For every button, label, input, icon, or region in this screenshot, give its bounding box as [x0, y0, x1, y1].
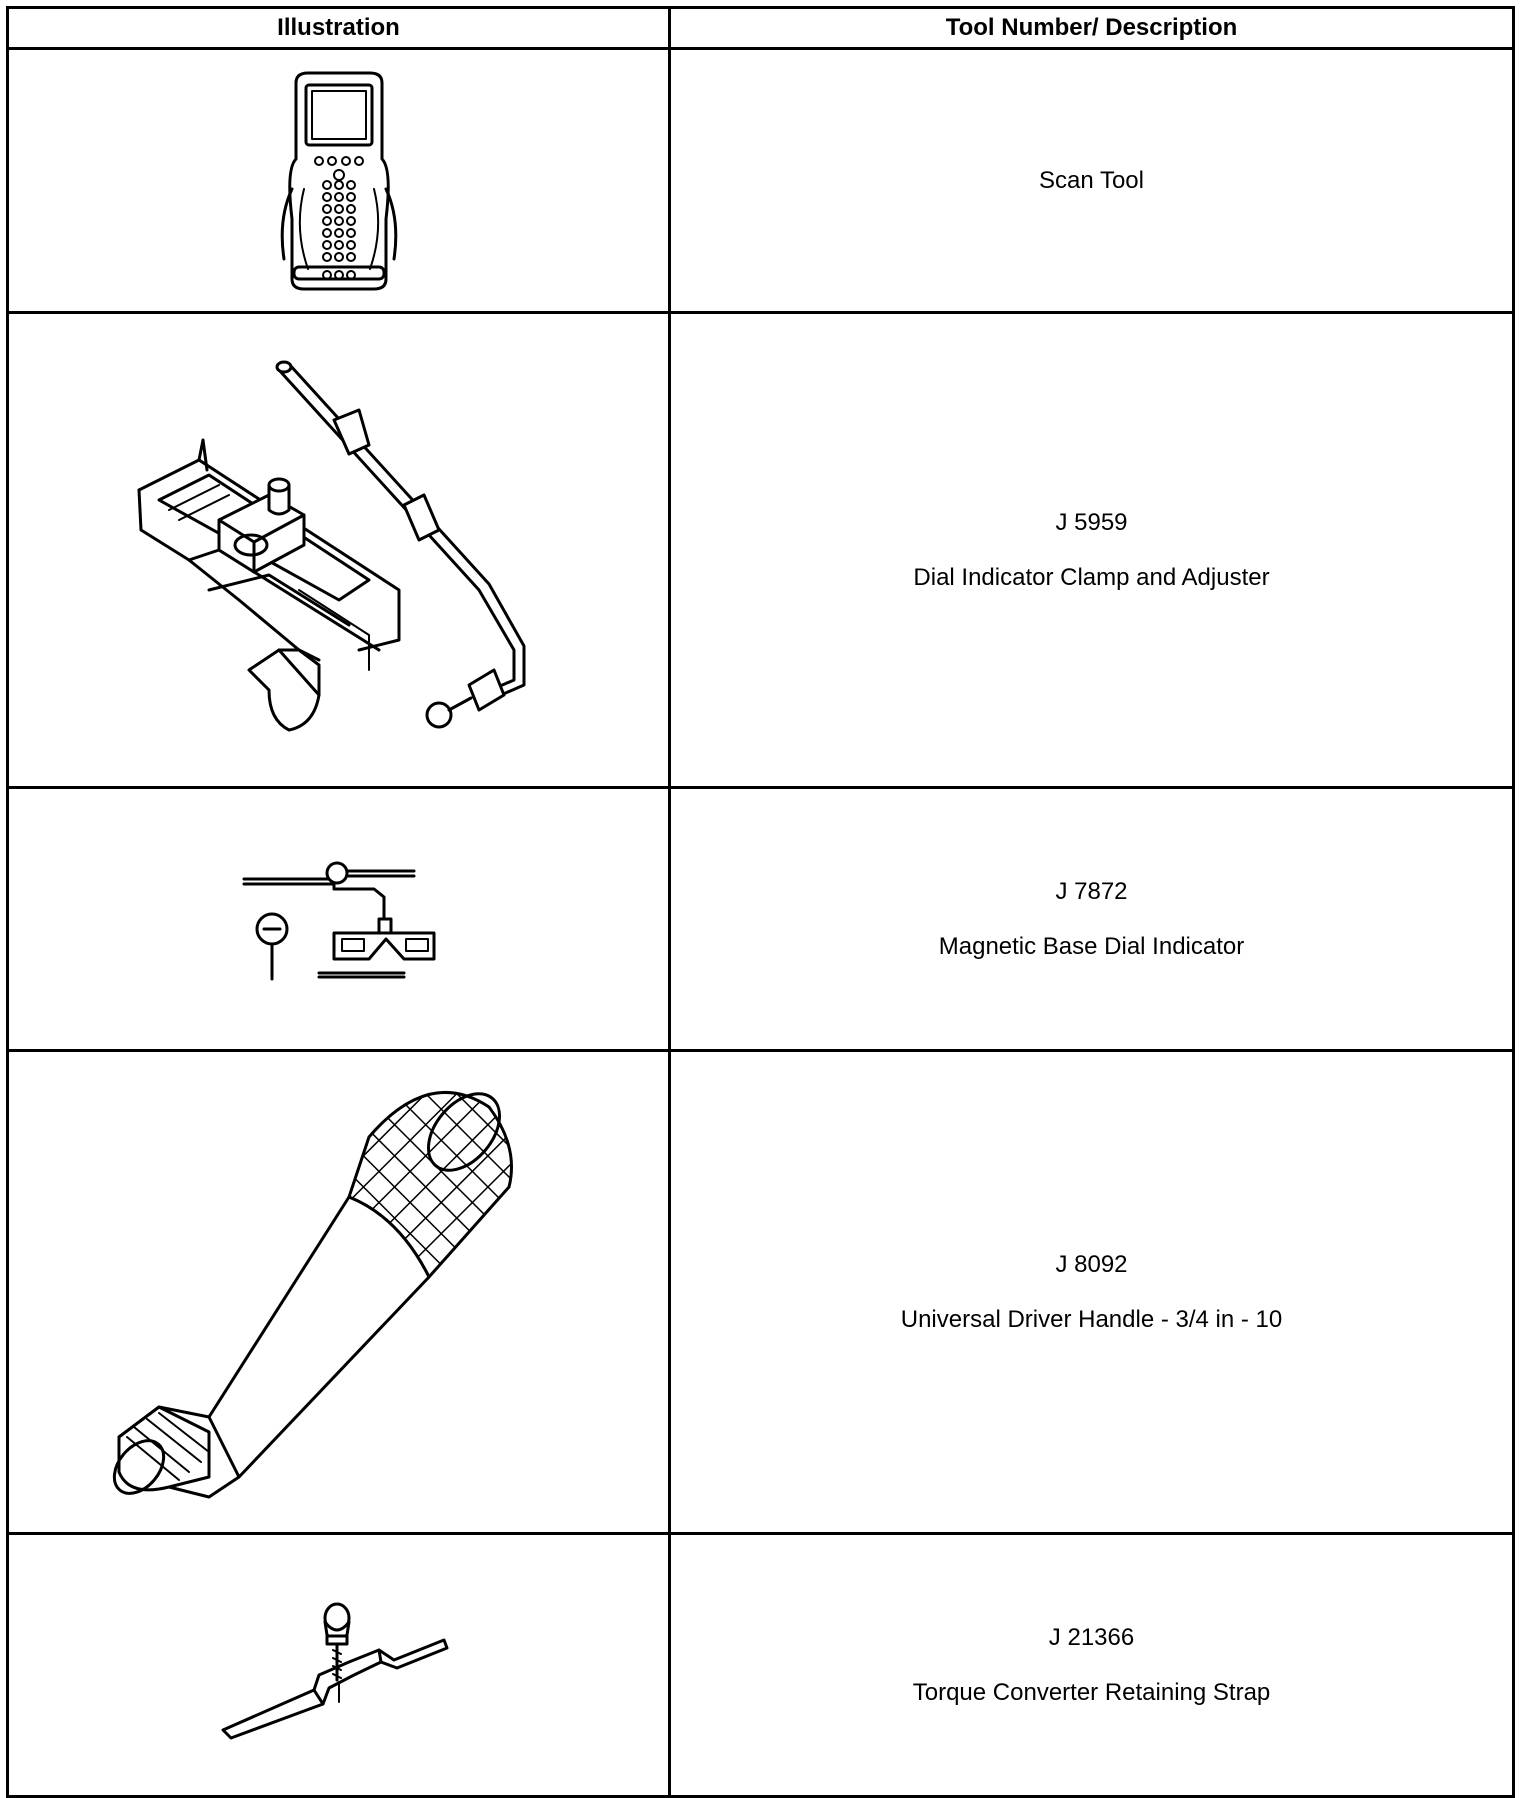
dial-indicator-clamp-icon — [119, 350, 559, 750]
retaining-strap-icon — [219, 1580, 459, 1750]
tool-description: Universal Driver Handle - 3/4 in - 10 — [900, 1305, 1283, 1333]
description-cell — [670, 49, 1514, 313]
table-row — [8, 49, 1514, 313]
tool-number: J 8092 — [1055, 1250, 1128, 1278]
description-cell — [670, 1051, 1514, 1534]
header-tool-description: Tool Number/ Description — [670, 8, 1514, 49]
illustration-cell — [8, 1534, 670, 1797]
description-cell — [670, 313, 1514, 788]
table-row — [8, 313, 1514, 788]
illustration-cell — [8, 788, 670, 1051]
description-cell — [670, 788, 1514, 1051]
illustration-cell — [8, 49, 670, 313]
tool-description: Torque Converter Retaining Strap — [912, 1678, 1271, 1706]
tool-number: J 7872 — [1055, 877, 1128, 905]
tool-number: J 5959 — [1055, 508, 1128, 536]
header-illustration: Illustration — [8, 8, 670, 49]
tool-description: Dial Indicator Clamp and Adjuster — [913, 563, 1270, 591]
table-row — [8, 1051, 1514, 1534]
description-cell — [670, 1534, 1514, 1797]
driver-handle-icon — [99, 1077, 579, 1507]
table-row — [8, 788, 1514, 1051]
illustration-cell — [8, 313, 670, 788]
tool-number: J 21366 — [1048, 1623, 1135, 1651]
table-header-row — [8, 8, 1514, 49]
illustration-cell — [8, 1051, 670, 1534]
tool-description: Magnetic Base Dial Indicator — [938, 932, 1245, 960]
table-row — [8, 1534, 1514, 1797]
scan-tool-icon — [274, 69, 404, 293]
tool-description: Scan Tool — [1039, 166, 1144, 194]
special-tools-table — [6, 6, 1515, 1798]
magnetic-base-dial-indicator-icon — [224, 849, 454, 989]
